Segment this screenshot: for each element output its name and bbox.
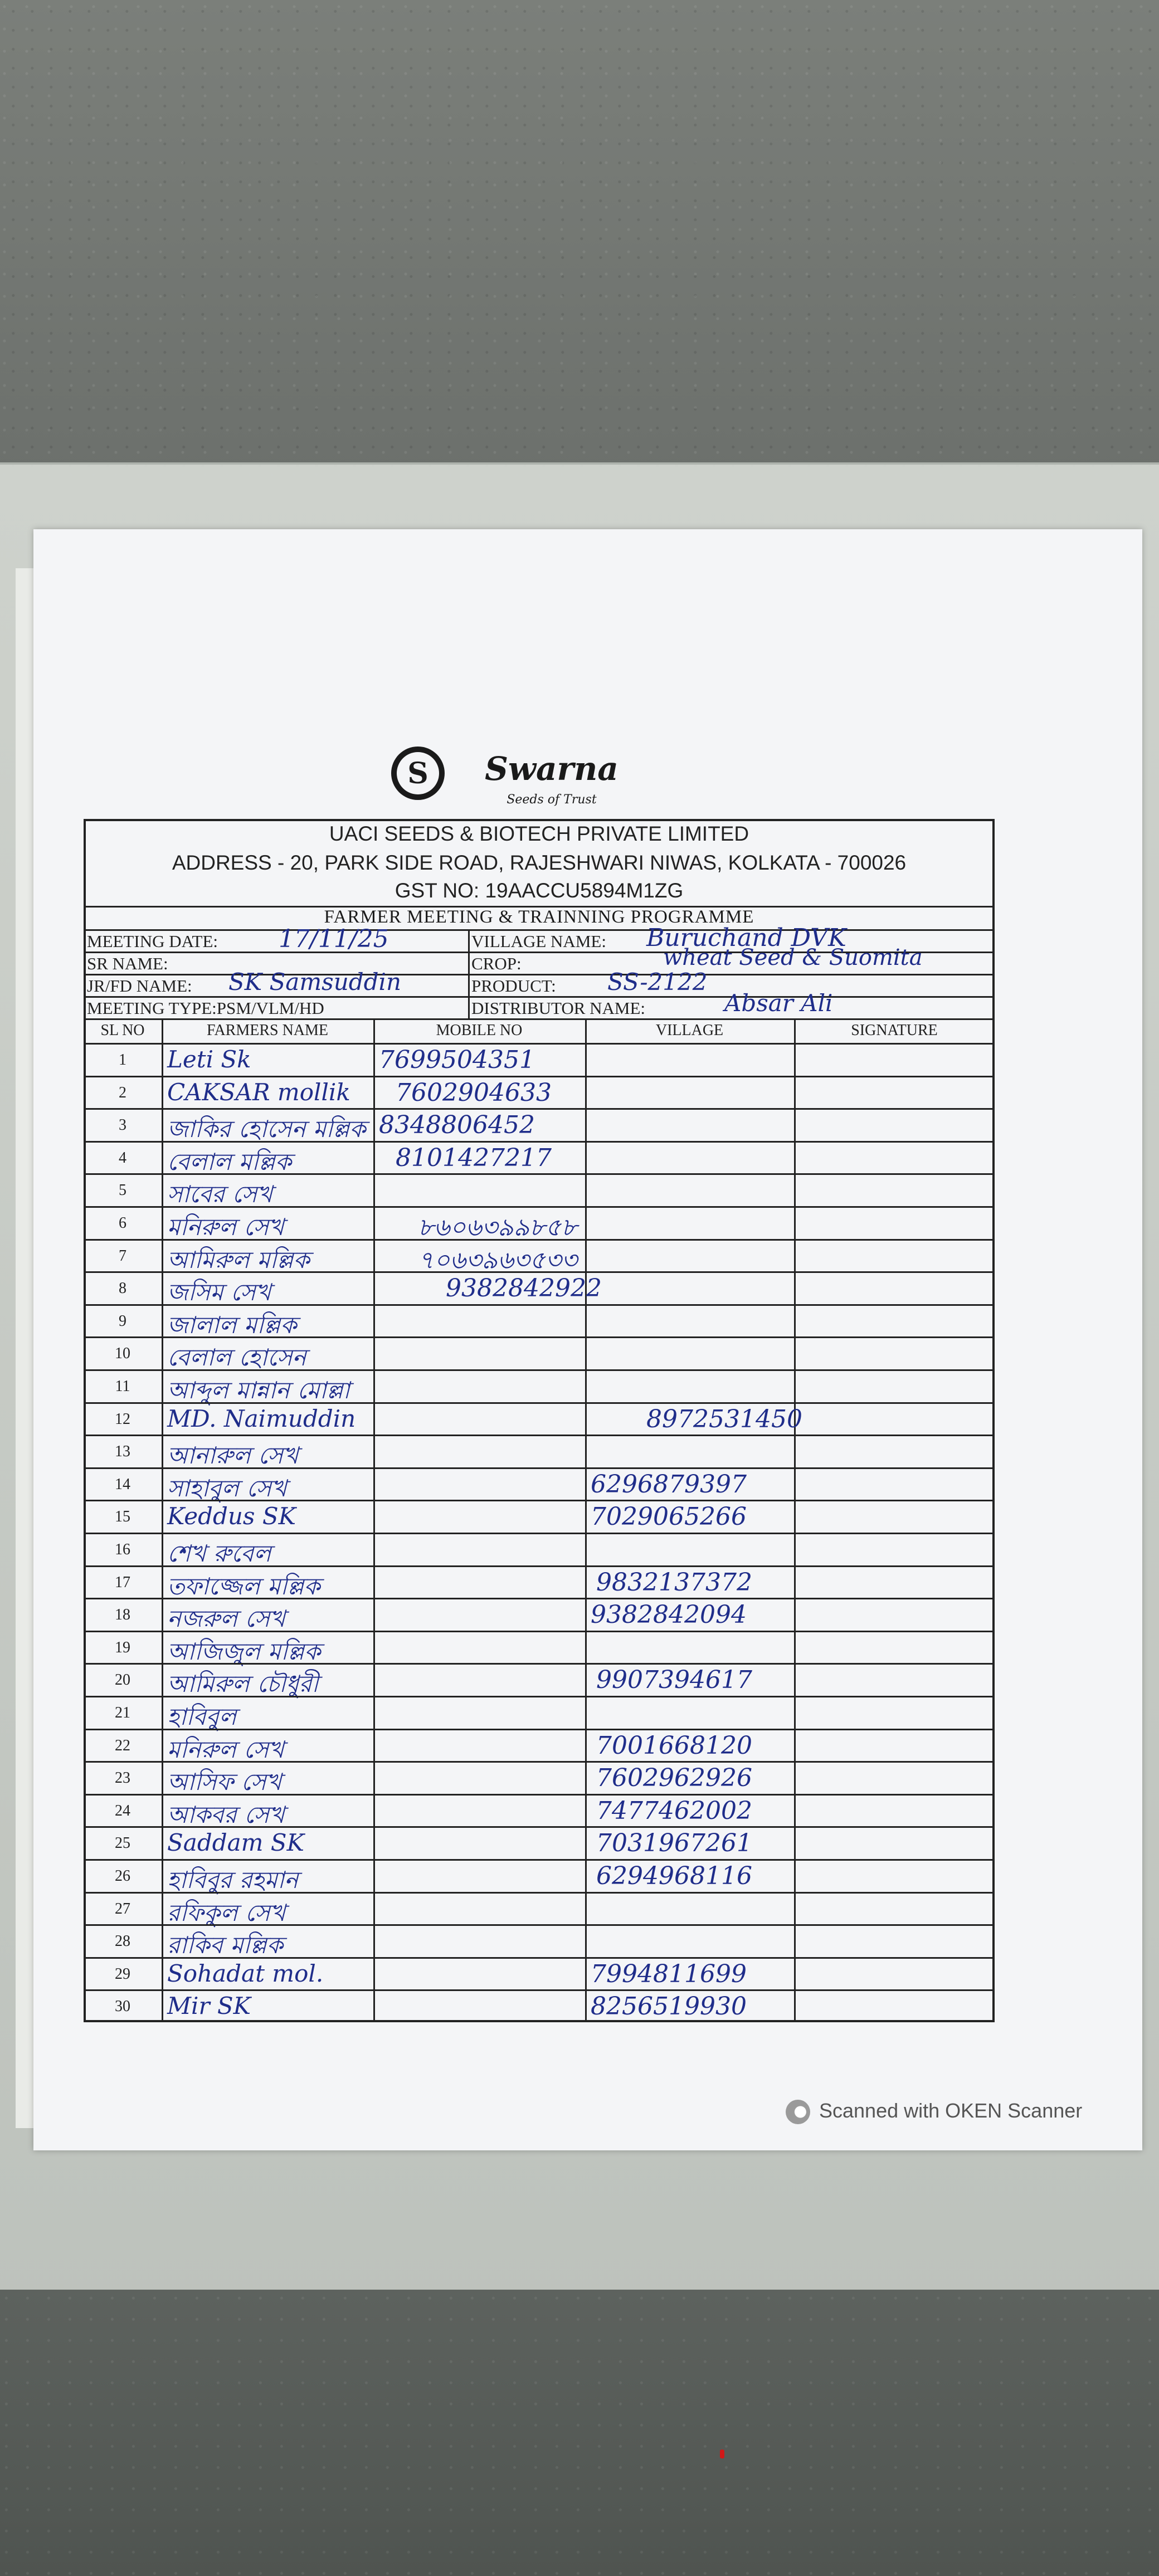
- product-label: PRODUCT:: [471, 976, 556, 996]
- row-farmer-name: মনিরুল সেখ: [167, 1735, 284, 1763]
- row-farmer-name: হাবিবুর রহমান: [167, 1866, 299, 1894]
- row-farmer-name: রফিকুল সেখ: [167, 1899, 286, 1926]
- table-row: [84, 1141, 995, 1174]
- row-sl-no: 5: [119, 1182, 126, 1199]
- row-mobile-no: 7001668120: [596, 1731, 752, 1760]
- row-sl-no: 17: [115, 1573, 130, 1591]
- table-row: [84, 1206, 995, 1242]
- row-sl-no: 26: [115, 1867, 130, 1885]
- row-farmer-name: আমিরুল মল্লিক: [167, 1246, 310, 1274]
- meeting-date-value: 17/11/25: [279, 925, 389, 953]
- table-row: [84, 1663, 995, 1696]
- crop-value: wheat Seed & Suomita: [663, 945, 923, 970]
- document: [84, 750, 995, 2022]
- table-row: [84, 1729, 995, 1762]
- table-row: [84, 1271, 995, 1304]
- row-farmer-name: আজিজুল মল্লিক: [167, 1637, 321, 1665]
- row-mobile-no: 9382842922: [446, 1274, 602, 1303]
- row-sl-no: 4: [119, 1149, 126, 1167]
- row-sl-no: 9: [119, 1312, 126, 1330]
- company-address: ADDRESS - 20, PARK SIDE ROAD, RAJESHWARI NIWAS, KOLKATA - 700026: [172, 851, 907, 874]
- row-farmer-name: আব্দুল মান্নান মোল্লা: [167, 1377, 350, 1404]
- jr-fd-name-value: SK Samsuddin: [228, 968, 401, 996]
- table-row: [84, 1761, 995, 1794]
- row-sl-no: 15: [115, 1508, 130, 1526]
- row-farmer-name: জসিম সেখ: [167, 1279, 271, 1306]
- row-mobile-no: 8256519930: [591, 1992, 747, 2021]
- rule: [84, 1018, 995, 1020]
- programme-title: FARMER MEETING & TRAINNING PROGRAMME: [324, 907, 754, 927]
- table-row: [84, 1598, 995, 1631]
- row-sl-no: 29: [115, 1965, 130, 1983]
- row-mobile-no: ৮৬০৬৩৯৯৮৫৮: [418, 1213, 577, 1242]
- row-farmer-name: সাহাবুল সেখ: [167, 1474, 287, 1502]
- jr-fd-name-label: JR/FD NAME:: [87, 976, 192, 996]
- row-farmer-name: সাবের সেখ: [167, 1180, 272, 1208]
- meeting-type-label: MEETING TYPE:PSM/VLM/HD: [87, 998, 324, 1018]
- company-name: UACI SEEDS & BIOTECH PRIVATE LIMITED: [329, 822, 749, 845]
- row-farmer-name: মনিরুল সেখ: [167, 1213, 284, 1241]
- red-mark: [720, 2450, 724, 2458]
- table-row: [84, 1500, 995, 1533]
- gst-number: GST NO: 19AACCU5894M1ZG: [395, 879, 684, 902]
- row-farmer-name: আসিফ সেখ: [167, 1768, 282, 1796]
- row-sl-no: 21: [115, 1704, 130, 1721]
- row-farmer-name: Mir SK: [167, 1992, 251, 2020]
- row-mobile-no: 9907394617: [596, 1666, 752, 1695]
- row-sl-no: 12: [115, 1410, 130, 1428]
- row-farmer-name: হাবিবুল: [167, 1703, 237, 1730]
- row-mobile-no: 9382842094: [591, 1601, 747, 1629]
- distributor-name-label: DISTRIBUTOR NAME:: [471, 998, 646, 1018]
- row-sl-no: 23: [115, 1769, 130, 1787]
- row-sl-no: 6: [119, 1214, 126, 1232]
- table-row: [84, 1239, 995, 1275]
- table-row: [84, 1696, 995, 1729]
- rule: [84, 974, 995, 975]
- row-sl-no: 13: [115, 1443, 130, 1461]
- row-mobile-no: 9832137372: [596, 1568, 752, 1597]
- row-sl-no: 16: [115, 1541, 130, 1558]
- table-row: [84, 1435, 995, 1470]
- table-row: [84, 1957, 995, 1990]
- col-header-mobile: MOBILE NO: [436, 1022, 523, 1039]
- row-farmer-name: Leti Sk: [167, 1046, 251, 1073]
- row-mobile-no: 7029065266: [591, 1502, 747, 1531]
- row-sl-no: 27: [115, 1900, 130, 1918]
- logo-brand: Swarna: [485, 750, 619, 788]
- row-sl-no: 25: [115, 1835, 130, 1852]
- row-sl-no: 1: [119, 1051, 126, 1069]
- row-sl-no: 8: [119, 1280, 126, 1297]
- row-farmer-name: নজরুল সেখ: [167, 1605, 285, 1633]
- scanner-watermark: [786, 2099, 1142, 2127]
- village-name-label: VILLAGE NAME:: [471, 931, 606, 951]
- table-row: [84, 1467, 995, 1500]
- row-farmer-name: জাকির হোসেন মল্লিক: [167, 1115, 366, 1143]
- row-farmer-name: রাকিব মল্লিক: [167, 1931, 284, 1959]
- table-row: [84, 1794, 995, 1827]
- table-row: [84, 1924, 995, 1957]
- sr-name-label: SR NAME:: [87, 954, 168, 973]
- meeting-date-label: MEETING DATE:: [87, 931, 218, 951]
- row-sl-no: 19: [115, 1638, 130, 1656]
- row-farmer-name: Sohadat mol.: [167, 1959, 324, 1987]
- row-farmer-name: CAKSAR mollik: [167, 1078, 350, 1106]
- background-top: [0, 0, 1159, 479]
- row-farmer-name: বেলাল মল্লিক: [167, 1148, 292, 1175]
- row-sl-no: 10: [115, 1345, 130, 1363]
- product-value: SS-2122: [607, 968, 708, 996]
- row-farmer-name: Saddam SK: [167, 1829, 304, 1857]
- row-farmer-name: তফাজ্জেল মল্লিক: [167, 1572, 320, 1600]
- logo-tagline: Seeds of Trust: [507, 793, 597, 807]
- row-farmer-name: আমিরুল চৌধুরী: [167, 1670, 319, 1698]
- row-sl-no: 18: [115, 1606, 130, 1624]
- row-sl-no: 14: [115, 1475, 130, 1493]
- row-mobile-no: 7602904633: [396, 1078, 552, 1107]
- row-farmer-name: Keddus SK: [167, 1502, 296, 1530]
- table-row: [84, 1565, 995, 1598]
- row-sl-no: 2: [119, 1084, 126, 1101]
- table-row: [84, 1859, 995, 1892]
- col-header-farmer-name: FARMERS NAME: [206, 1022, 329, 1039]
- row-farmer-name: আনারুল সেখ: [167, 1442, 299, 1470]
- background-bottom: [0, 2290, 1159, 2576]
- row-sl-no: 7: [119, 1247, 126, 1265]
- svg-text:S: S: [407, 757, 428, 791]
- crop-label: CROP:: [471, 954, 522, 973]
- table-row: [84, 1108, 995, 1141]
- col-header-signature: SIGNATURE: [851, 1022, 938, 1039]
- row-farmer-name: আকবর সেখ: [167, 1801, 285, 1828]
- row-farmer-name: জালাল মল্লিক: [167, 1311, 297, 1339]
- row-mobile-no: 7699504351: [379, 1046, 535, 1074]
- row-farmer-name: MD. Naimuddin: [167, 1404, 356, 1432]
- row-sl-no: 24: [115, 1802, 130, 1819]
- table-row: [84, 1043, 995, 1076]
- row-mobile-no: 8348806452: [379, 1111, 535, 1140]
- table-row: [84, 1336, 995, 1372]
- distributor-name-value: Absar Ali: [724, 989, 833, 1017]
- scanner-text: Scanned with OKEN Scanner: [819, 2099, 1083, 2122]
- row-sl-no: 28: [115, 1933, 130, 1950]
- scanner-logo-icon: [786, 2100, 810, 2124]
- row-mobile-no: 6294968116: [596, 1862, 752, 1890]
- col-header-village: VILLAGE: [655, 1022, 724, 1039]
- table-row: [84, 1826, 995, 1859]
- rule: [84, 996, 995, 998]
- row-farmer-name: শেখ রুবেল: [167, 1540, 271, 1567]
- row-farmer-name: বেলাল হোসেন: [167, 1344, 306, 1372]
- row-sl-no: 30: [115, 1998, 130, 2016]
- table-row: [84, 1076, 995, 1109]
- row-mobile-no: ৭০৬৩৯৬৩৫৩৩: [418, 1246, 577, 1275]
- row-mobile-no: 6296879397: [591, 1470, 747, 1499]
- table-row: [84, 1173, 995, 1206]
- table-row: [84, 1369, 995, 1402]
- row-mobile-no: 8972531450: [646, 1404, 802, 1433]
- row-sl-no: 11: [115, 1378, 130, 1395]
- row-sl-no: 22: [115, 1736, 130, 1754]
- table-row: [84, 1304, 995, 1337]
- table-row: [84, 1533, 995, 1565]
- row-mobile-no: 7477462002: [596, 1796, 752, 1825]
- row-mobile-no: 7031967261: [596, 1829, 752, 1858]
- rule: [84, 929, 995, 931]
- swarna-logo: [384, 741, 685, 813]
- row-mobile-no: 7994811699: [591, 1959, 747, 1988]
- row-sl-no: 3: [119, 1116, 126, 1134]
- row-mobile-no: 8101427217: [396, 1143, 552, 1172]
- village-name-value: Buruchand DVK: [646, 924, 846, 952]
- table-row: [84, 1402, 995, 1435]
- col-header-slno: SL NO: [100, 1022, 145, 1039]
- row-mobile-no: 7602962926: [596, 1764, 752, 1793]
- table-row: [84, 1989, 995, 2022]
- table-row: [84, 1892, 995, 1925]
- table-row: [84, 1631, 995, 1663]
- row-sl-no: 20: [115, 1671, 130, 1689]
